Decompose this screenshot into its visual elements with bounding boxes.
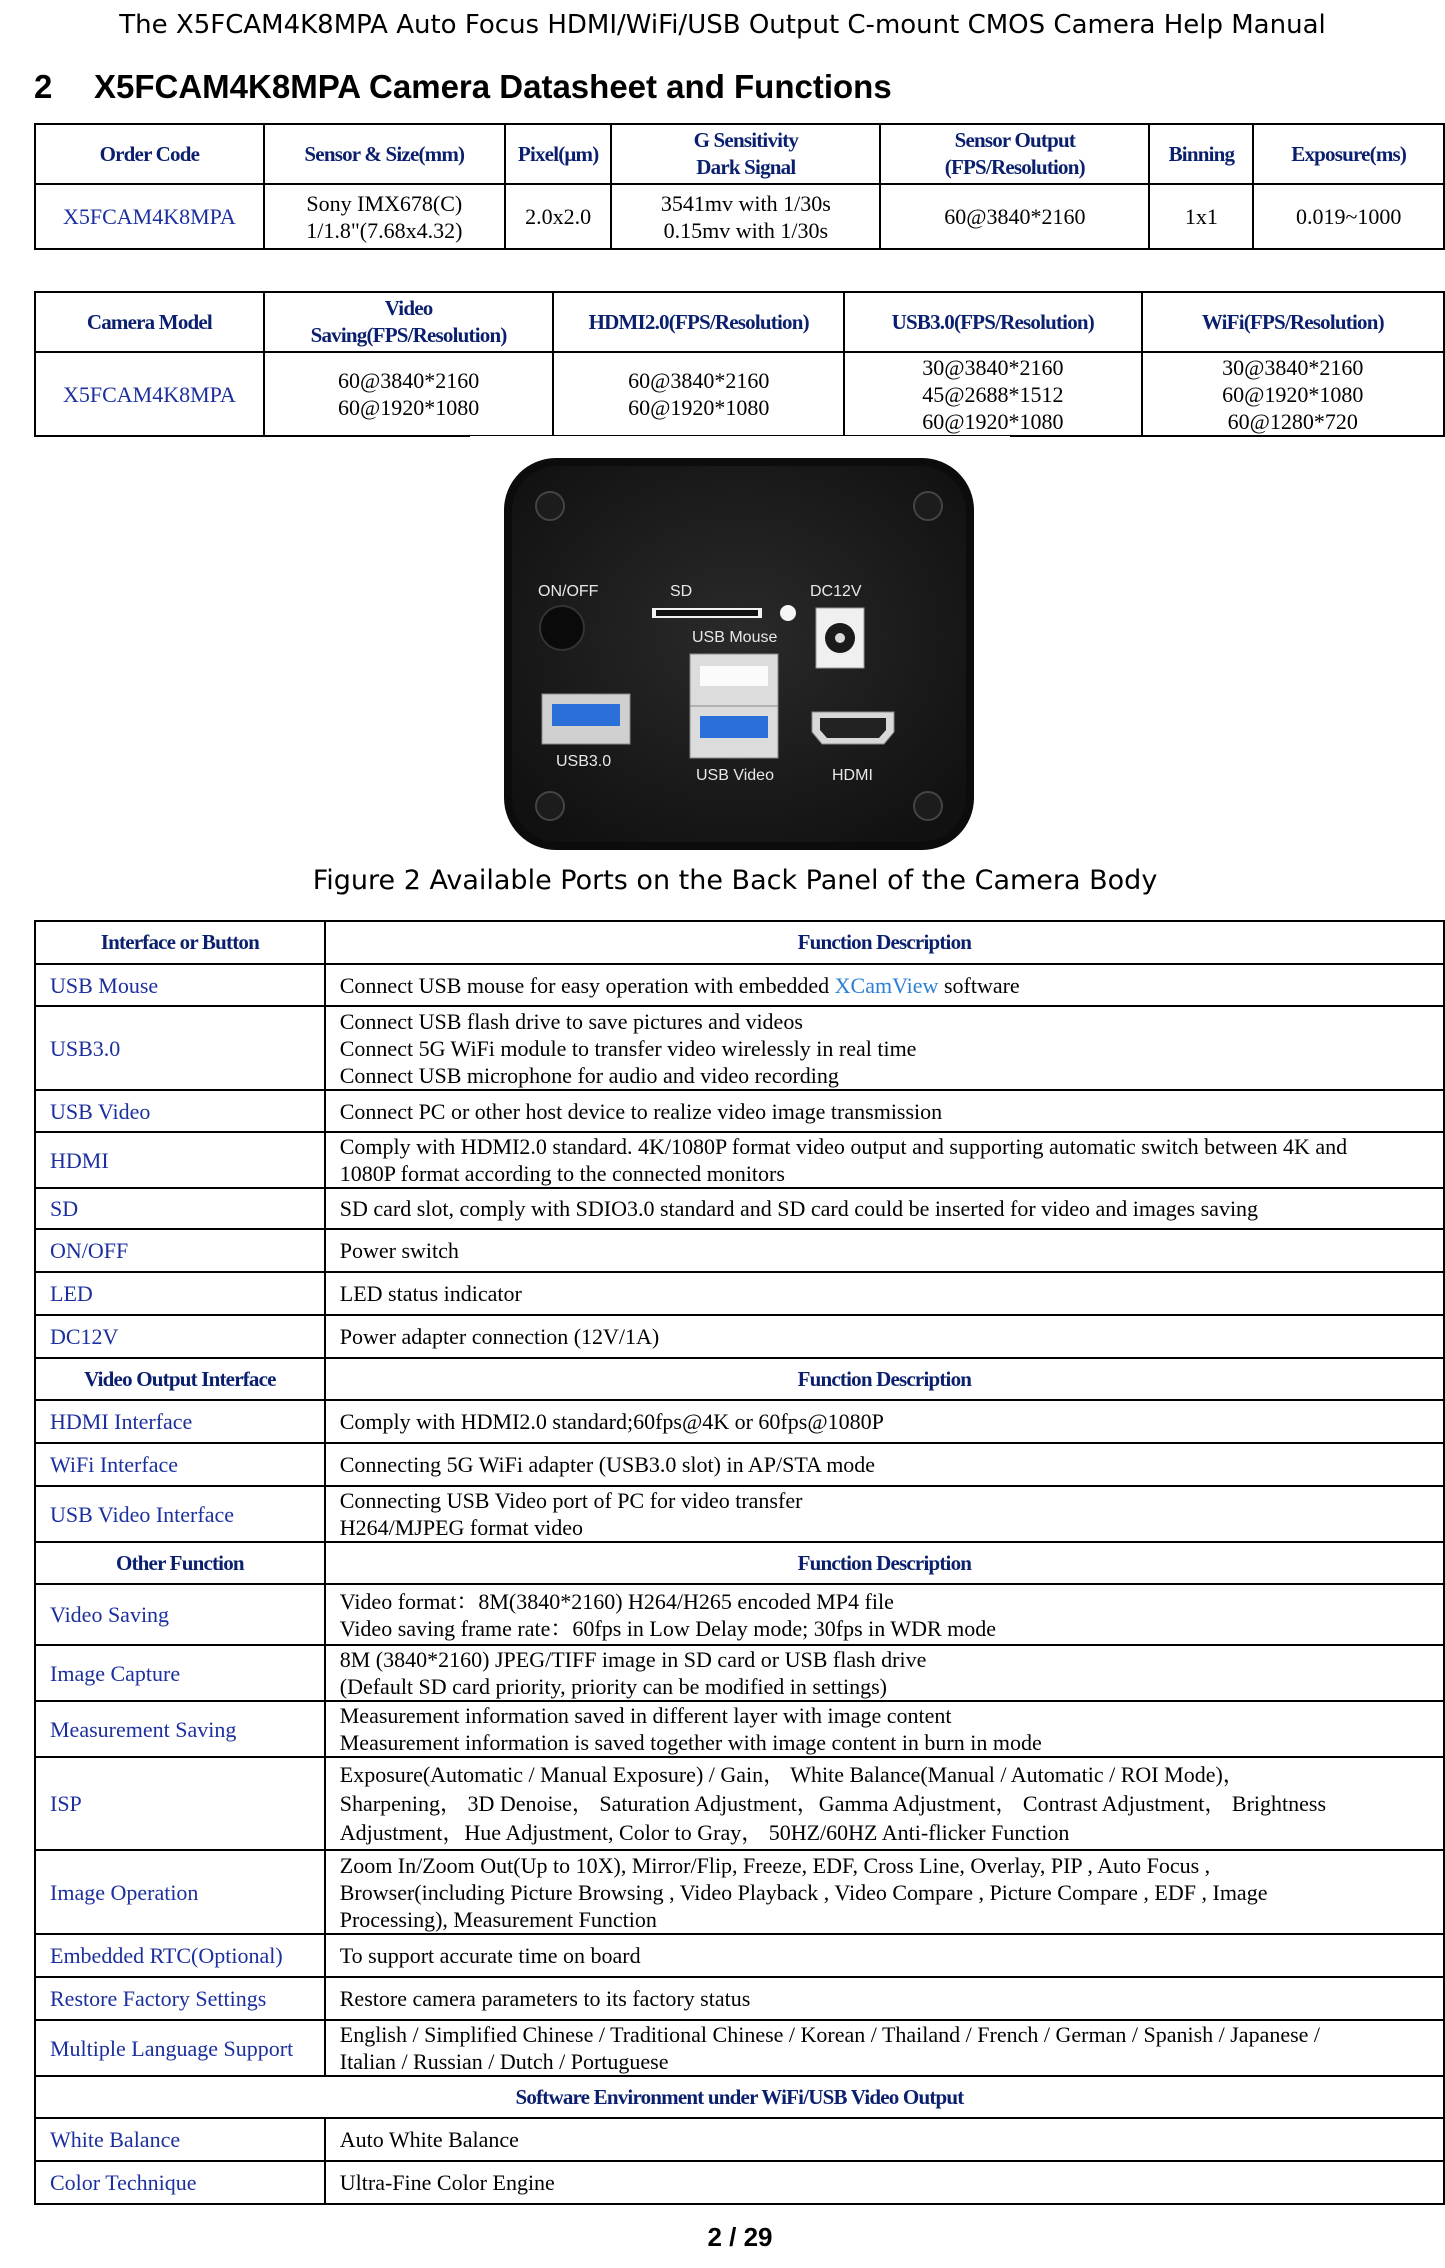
ft-key-usb-video-interface: USB Video Interface — [35, 1486, 325, 1542]
ft-desc-wifi-interface: Connecting 5G WiFi adapter (USB3.0 slot) in AP/STA mode — [325, 1443, 1444, 1486]
wifi-cell — [1142, 352, 1444, 436]
ft-key-wifi-interface: WiFi Interface — [35, 1443, 325, 1486]
ft-key-isp: ISP — [35, 1757, 325, 1850]
label-dc12v: DC12V — [810, 583, 862, 600]
camera-model-cell: X5FCAM4K8MPA — [35, 352, 264, 436]
ft-desc-image-operation — [325, 1850, 1444, 1934]
ft-desc-sd: SD card slot, comply with SDIO3.0 standard and SD card could be inserted for video and images saving — [325, 1188, 1444, 1229]
header-usb: USB3.0(FPS/Resolution) — [844, 292, 1142, 352]
ft-desc-language — [325, 2020, 1444, 2076]
function-table — [34, 920, 1445, 2205]
output-spec-table — [34, 291, 1445, 437]
exposure-cell: 0.019~1000 — [1253, 184, 1444, 249]
ft-desc-image-capture — [325, 1645, 1444, 1701]
ft-desc-restore: Restore camera parameters to its factory status — [325, 1977, 1444, 2020]
output-cell: 60@3840*2160 — [880, 184, 1149, 249]
sensor-spec-table — [34, 123, 1445, 250]
usb-mouse-port-inner — [700, 666, 768, 686]
ft-header-video-output: Video Output Interface — [35, 1358, 325, 1400]
ft-key-image-capture: Image Capture — [35, 1645, 325, 1701]
header-exposure: Exposure(ms) — [1253, 124, 1444, 184]
header-output-line1: Sensor Output — [954, 128, 1076, 152]
wifi-line1: 30@3840*2160 — [1222, 354, 1364, 380]
header-camera-model: Camera Model — [35, 292, 264, 352]
ft-key-usb-video: USB Video — [35, 1090, 325, 1132]
ft-desc-usb-video-interface — [325, 1486, 1444, 1542]
usb-video-port-inner — [700, 716, 768, 738]
header-sensor-output — [880, 124, 1149, 184]
ft-desc-video-saving — [325, 1584, 1444, 1645]
header-sensitivity-line2: Dark Signal — [696, 155, 796, 179]
ft-desc-rtc: To support accurate time on board — [325, 1934, 1444, 1977]
video-saving-line1: 60@3840*2160 — [337, 368, 480, 393]
ft-key-video-saving: Video Saving — [35, 1584, 325, 1645]
wifi-line2: 60@1920*1080 — [1222, 381, 1364, 407]
page-number: 2 / 29 — [707, 2222, 773, 2252]
label-sd: SD — [670, 583, 693, 600]
ft-key-sd: SD — [35, 1188, 325, 1229]
ft-desc-hdmi — [325, 1132, 1444, 1188]
ft-desc-usb-video: Connect PC or other host device to realize video image transmission — [325, 1090, 1444, 1132]
binning-cell: 1x1 — [1149, 184, 1253, 249]
figure-caption: Figure 2 Available Ports on the Back Panel of the Camera Body — [312, 865, 1158, 896]
camera-back-panel-image — [470, 436, 1010, 864]
ft-desc-measurement-saving — [325, 1701, 1444, 1757]
ft-desc-usb3 — [325, 1006, 1444, 1090]
ft-ms-line2: Measurement information is saved together with image content in burn in mode — [339, 1730, 1042, 1755]
ft-key-restore: Restore Factory Settings — [35, 1977, 325, 2020]
ft-vs-line2: Video saving frame rate：60fps in Low Delay mode; 30fps in WDR mode — [339, 1615, 997, 1641]
ft-isp-line3: Adjustment，Hue Adjustment, Color to Gray， 50HZ/60HZ Anti-flicker Function — [339, 1820, 1070, 1845]
ft-key-color-technique: Color Technique — [35, 2161, 325, 2204]
wifi-line3: 60@1280*720 — [1227, 408, 1358, 434]
sensor-line1: Sony IMX678(C) — [306, 190, 463, 216]
header-video-line1: Video — [384, 296, 433, 320]
header-output-line2: (FPS/Resolution) — [944, 155, 1085, 179]
usb3-port-inner — [552, 704, 620, 726]
ft-desc-color-technique: Ultra-Fine Color Engine — [325, 2161, 1444, 2204]
ft-desc-usb-mouse-a: Connect USB mouse for easy operation with embedded — [339, 972, 835, 998]
ft-desc-led: LED status indicator — [325, 1272, 1444, 1315]
ft-lang-line2: Italian / Russian / Dutch / Portuguese — [339, 2049, 669, 2074]
led-icon — [780, 605, 796, 621]
label-hdmi: HDMI — [832, 767, 873, 784]
ft-ms-line1: Measurement information saved in different layer with image content — [339, 1703, 952, 1728]
ft-key-hdmi: HDMI — [35, 1132, 325, 1188]
ft-desc-usb-mouse-b: software — [938, 972, 1020, 998]
ft-lang-line1: English / Simplified Chinese / Traditional Chinese / Korean / Thailand / French / German / Spanish / Japanese / — [339, 2022, 1321, 2047]
sensitivity-line1: 3541mv with 1/30s — [660, 190, 831, 216]
sensor-size-cell — [264, 184, 505, 249]
section-number: 2 — [34, 68, 53, 105]
ft-desc-isp — [325, 1757, 1444, 1850]
ft-key-measurement-saving: Measurement Saving — [35, 1701, 325, 1757]
ft-ic-line2: (Default SD card priority, priority can be modified in settings) — [339, 1674, 887, 1699]
ft-desc-white-balance: Auto White Balance — [325, 2118, 1444, 2161]
ft-desc-usb-mouse — [325, 964, 1444, 1006]
hdmi-port-inner — [820, 718, 886, 738]
ft-key-image-operation: Image Operation — [35, 1850, 325, 1934]
ft-header-description-2: Function Description — [325, 1358, 1444, 1400]
sensitivity-cell — [611, 184, 880, 249]
ft-io-line3: Processing), Measurement Function — [339, 1906, 657, 1932]
ft-usbvi-line1: Connecting USB Video port of PC for video transfer — [339, 1488, 803, 1513]
header-pixel: Pixel(μm) — [505, 124, 612, 184]
usb-line1: 30@3840*2160 — [922, 354, 1064, 380]
ft-desc-dc12v: Power adapter connection (12V/1A) — [325, 1315, 1444, 1358]
pixel-cell: 2.0x2.0 — [505, 184, 612, 249]
ft-isp-line1: Exposure(Automatic / Manual Exposure) / Gain， White Balance(Manual / Automatic / ROI Mode)， — [339, 1762, 1245, 1787]
ft-isp-line2: Sharpening， 3D Denoise， Saturation Adjustment，Gamma Adjustment， Contrast Adjustment， Brightness — [339, 1791, 1327, 1816]
header-hdmi: HDMI2.0(FPS/Resolution) — [553, 292, 844, 352]
power-button-icon — [540, 606, 584, 650]
ft-hdmi-line2: 1080P format according to the connected monitors — [339, 1161, 785, 1186]
ft-io-line2: Browser(including Picture Browsing , Video Playback , Video Compare , Picture Compare , EDF , Image — [339, 1879, 1268, 1905]
ft-header-interface: Interface or Button — [35, 921, 325, 964]
ft-key-usb3: USB3.0 — [35, 1006, 325, 1090]
hdmi-line1: 60@3840*2160 — [628, 368, 770, 393]
ft-key-white-balance: White Balance — [35, 2118, 325, 2161]
header-binning: Binning — [1149, 124, 1253, 184]
ft-key-led: LED — [35, 1272, 325, 1315]
ft-vs-line1: Video format：8M(3840*2160) H264/H265 encoded MP4 file — [339, 1588, 894, 1614]
ft-hdmi-line1: Comply with HDMI2.0 standard. 4K/1080P format video output and supporting automatic switch between 4K and — [339, 1134, 1348, 1159]
hdmi-cell — [553, 352, 844, 436]
ft-key-onoff: ON/OFF — [35, 1229, 325, 1272]
usb-line3: 60@1920*1080 — [922, 408, 1064, 434]
ft-desc-onoff: Power switch — [325, 1229, 1444, 1272]
ft-header-software-env: Software Environment under WiFi/USB Video Output — [35, 2076, 1444, 2118]
video-saving-cell — [264, 352, 554, 436]
sd-slot-inner — [656, 610, 758, 616]
ft-key-hdmi-interface: HDMI Interface — [35, 1400, 325, 1443]
section-title-text: X5FCAM4K8MPA Camera Datasheet and Functions — [94, 68, 892, 105]
ft-usb3-line1: Connect USB flash drive to save pictures and videos — [339, 1008, 803, 1034]
ft-ic-line1: 8M (3840*2160) JPEG/TIFF image in SD card or USB flash drive — [339, 1647, 927, 1672]
ft-usb3-line2: Connect 5G WiFi module to transfer video wirelessly in real time — [339, 1035, 917, 1061]
usb-line2: 45@2688*1512 — [922, 381, 1064, 407]
sensitivity-line2: 0.15mv with 1/30s — [663, 217, 829, 243]
label-usb-video: USB Video — [696, 767, 774, 784]
ft-header-description: Function Description — [325, 921, 1444, 964]
ft-key-language: Multiple Language Support — [35, 2020, 325, 2076]
video-saving-line2: 60@1920*1080 — [337, 395, 480, 420]
hdmi-line2: 60@1920*1080 — [628, 395, 770, 420]
ft-usbvi-line2: H264/MJPEG format video — [339, 1515, 583, 1540]
camera-back-panel-figure — [470, 436, 1010, 864]
ft-io-line1: Zoom In/Zoom Out(Up to 10X), Mirror/Flip, Freeze, EDF, Cross Line, Overlay, PIP , Auto Focus , — [339, 1852, 1211, 1878]
ft-key-rtc: Embedded RTC(Optional) — [35, 1934, 325, 1977]
xcamview-link[interactable]: XCamView — [834, 972, 939, 998]
header-sensitivity-line1: G Sensitivity — [693, 128, 799, 152]
section-title — [34, 68, 892, 106]
page-header: The X5FCAM4K8MPA Auto Focus HDMI/WiFi/USB Output C-mount CMOS Camera Help Manual — [119, 10, 1326, 40]
sensor-line2: 1/1.8"(7.68x4.32) — [306, 217, 463, 243]
order-code-cell: X5FCAM4K8MPA — [35, 184, 264, 249]
ft-header-description-3: Function Description — [325, 1542, 1444, 1584]
header-video-saving — [264, 292, 554, 352]
usb-cell — [844, 352, 1142, 436]
header-wifi: WiFi(FPS/Resolution) — [1142, 292, 1444, 352]
header-order-code: Order Code — [35, 124, 264, 184]
label-onoff: ON/OFF — [538, 583, 599, 600]
ft-key-dc12v: DC12V — [35, 1315, 325, 1358]
label-usb-mouse: USB Mouse — [692, 629, 778, 646]
ft-usb3-line3: Connect USB microphone for audio and video recording — [339, 1062, 839, 1088]
header-sensor-size: Sensor & Size(mm) — [264, 124, 505, 184]
header-video-line2: Saving(FPS/Resolution) — [310, 323, 507, 347]
dc-jack-pin — [835, 633, 845, 643]
ft-header-other: Other Function — [35, 1542, 325, 1584]
label-usb3: USB3.0 — [556, 753, 612, 770]
ft-desc-hdmi-interface: Comply with HDMI2.0 standard;60fps@4K or 60fps@1080P — [325, 1400, 1444, 1443]
ft-key-usb-mouse: USB Mouse — [35, 964, 325, 1006]
header-sensitivity — [611, 124, 880, 184]
